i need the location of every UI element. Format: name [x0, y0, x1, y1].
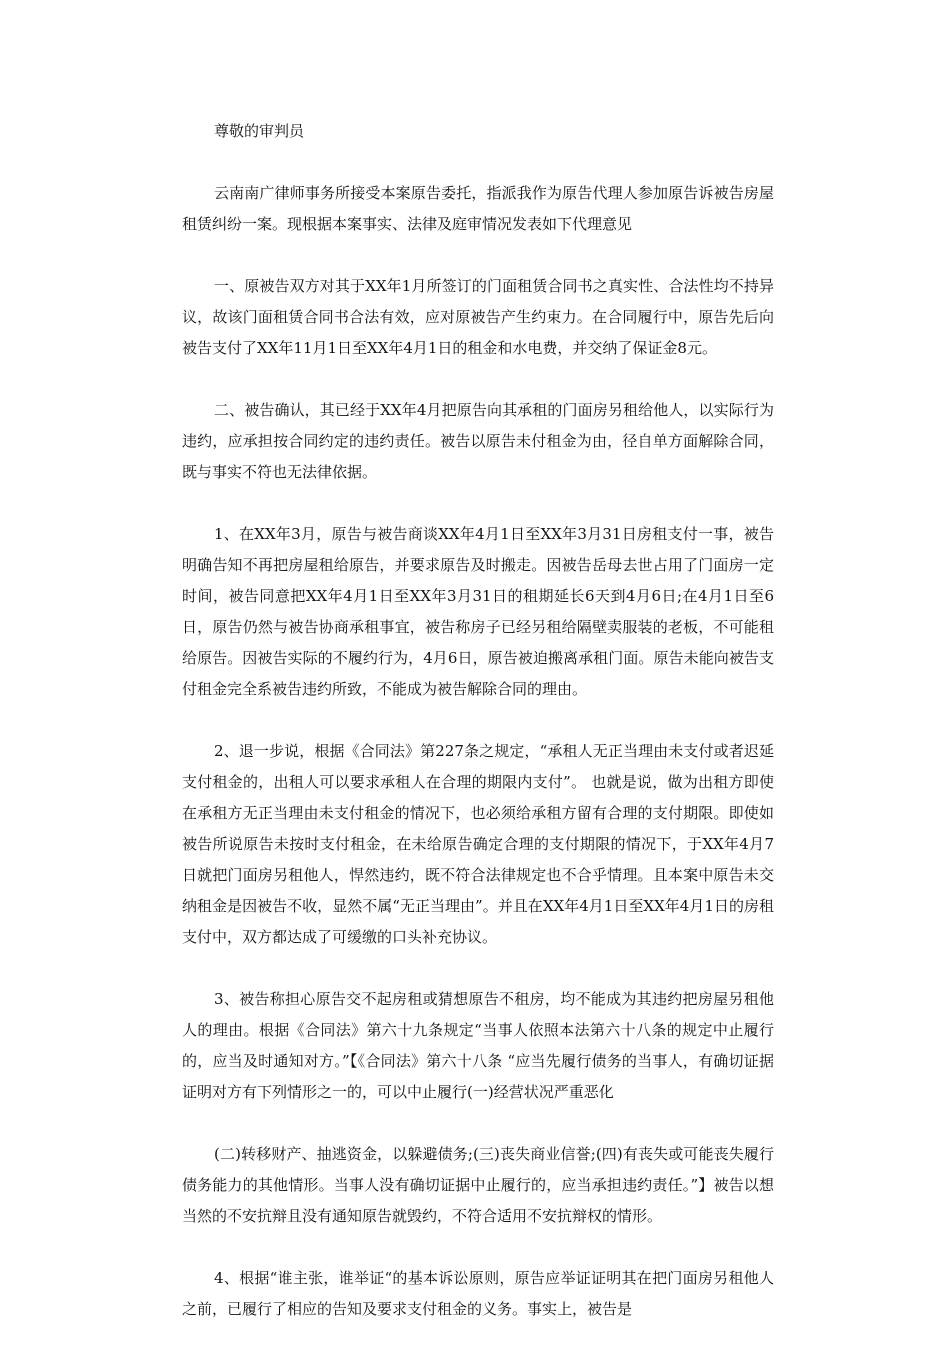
paragraph-point-one: 一、原被告双方对其于XX年1月所签订的门面租赁合同书之真实性、合法性均不持异议，故该门面租赁合同书合法有效，应对原被告产生约束力。在合同履行中，原告先后向被告支付了XX年11月1日至XX年4月1日的租金和水电费，并交纳了保证金8元。 — [182, 277, 774, 357]
paragraph-subpoint-3: 3、被告称担心原告交不起房租或猜想原告不租房，均不能成为其违约把房屋另租他人的理由。根据《合同法》第六十九条规定“当事人依照本法第六十八条的规定中止履行的，应当及时通知对方。”【《合同法》第六十八条 “应当先履行债务的当事人，有确切证据证明对方有下列情形之一的，可以中止履行(一)经营状况严重恶化 — [182, 990, 774, 1101]
paragraph-intro: 云南南广律师事务所接受本案原告委托，指派我作为原告代理人参加原告诉被告房屋租赁纠纷一案。现根据本案事实、法律及庭审情况发表如下代理意见 — [182, 184, 774, 233]
paragraph-point-two: 二、被告确认，其已经于XX年4月把原告向其承租的门面房另租给他人，以实际行为违约，应承担按合同约定的违约责任。被告以原告未付租金为由，径自单方面解除合同，既与事实不符也无法律依据。 — [182, 401, 774, 481]
paragraph-subpoint-3-continued: (二)转移财产、抽逃资金，以躲避债务;(三)丧失商业信誉;(四)有丧失或可能丧失履行债务能力的其他情形。当事人没有确切证据中止履行的，应当承担违约责任。”】被告以想当然的不安抗辩且没有通知原告就毁约，不符合适用不安抗辩权的情形。 — [182, 1145, 774, 1225]
document-body — [182, 116, 774, 1356]
paragraph-subpoint-2: 2、退一步说，根据《合同法》第227条之规定，“承租人无正当理由未支付或者迟延支付租金的，出租人可以要求承租人在合理的期限内支付”。 也就是说，做为出租方即使在承租方无正当理由未支付租金的情况下，也必须给承租方留有合理的支付期限。即使如被告所说原告未按时支付租金，在未给原告确定合理的支付期限的情况下，于XX年4月7日就把门面房另租他人，悍然违约，既不符合法律规定也不合乎情理。且本案中原告未交纳租金是因被告不收，显然不属“无正当理由”。并且在XX年4月1日至XX年4月1日的房租支付中，双方都达成了可缓缴的口头补充协议。 — [182, 742, 774, 946]
paragraph-subpoint-1: 1、在XX年3月，原告与被告商谈XX年4月1日至XX年3月31日房租支付一事，被告明确告知不再把房屋租给原告，并要求原告及时搬走。因被告岳母去世占用了门面房一定时间，被告同意把XX年4月1日至XX年3月31日的租期延长6天到4月6日;在4月1日至6日，原告仍然与被告协商承租事宜，被告称房子已经另租给隔壁卖服装的老板，不可能租给原告。因被告实际的不履约行为，4月6日，原告被迫搬离承租门面。原告未能向被告支付租金完全系被告违约所致，不能成为被告解除合同的理由。 — [182, 525, 774, 698]
salutation: 尊敬的审判员 — [214, 122, 305, 140]
paragraph-subpoint-4: 4、根据“谁主张，谁举证“的基本诉讼原则，原告应举证证明其在把门面房另租他人之前，已履行了相应的告知及要求支付租金的义务。事实上，被告是 — [182, 1269, 774, 1318]
